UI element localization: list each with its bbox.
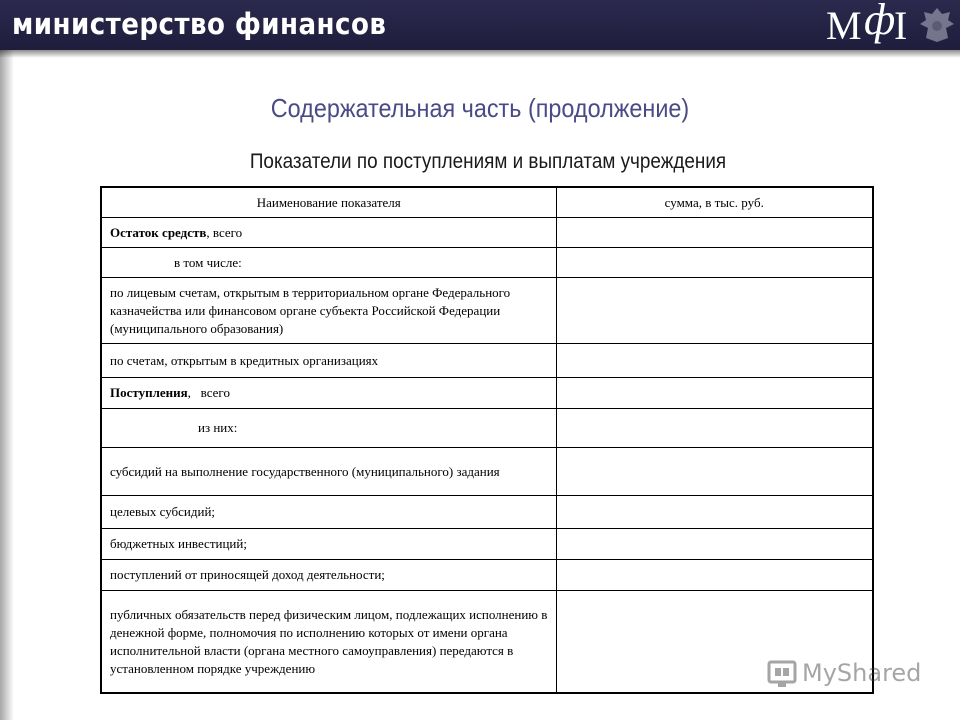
row-value — [556, 344, 873, 378]
row-label — [101, 378, 556, 409]
row-label: бюджетных инвестиций; — [101, 529, 556, 560]
table-row — [101, 448, 873, 496]
table-row — [101, 560, 873, 591]
table-row — [101, 496, 873, 529]
row-label: из них: — [101, 409, 556, 448]
ministry-title: министерство финансов — [12, 7, 387, 41]
row-label: в том числе: — [101, 248, 556, 278]
left-edge-shadow — [0, 50, 14, 720]
indicators-table — [100, 186, 874, 694]
eagle-emblem-icon — [918, 4, 956, 46]
slide-subtitle: Показатели по поступлениям и выплатам учреждения — [249, 150, 727, 173]
header-bar — [0, 0, 960, 50]
row-value — [556, 496, 873, 529]
table-row — [101, 529, 873, 560]
row-value — [556, 560, 873, 591]
row-label: по счетам, открытым в кредитных организациях — [101, 344, 556, 378]
row-label-bold: Остаток средств — [110, 224, 207, 240]
myshared-watermark — [766, 656, 926, 690]
row-label: целевых субсидий; — [101, 496, 556, 529]
row-label-rest: , всего — [206, 224, 243, 240]
table-row — [101, 378, 873, 409]
table-row — [101, 591, 873, 694]
row-label — [101, 218, 556, 248]
table-row — [101, 278, 873, 344]
row-value — [556, 218, 873, 248]
ministry-logo — [826, 0, 916, 50]
row-value — [556, 378, 873, 409]
row-label: поступлений от приносящей доход деятельности; — [101, 560, 556, 591]
table-row — [101, 344, 873, 378]
row-value — [556, 409, 873, 448]
logo-letter-f: ф — [864, 0, 896, 44]
table-header-row — [101, 187, 873, 218]
row-value — [556, 278, 873, 344]
logo-letter-i: I — [894, 3, 908, 48]
row-value — [556, 448, 873, 496]
watermark-text: MyShared — [802, 659, 922, 687]
table-row — [101, 409, 873, 448]
watermark-logo-icon — [766, 658, 798, 690]
row-label-rest: , всего — [187, 385, 230, 400]
logo-letter-m: М — [826, 3, 862, 48]
header-shadow — [0, 50, 960, 58]
row-label-bold: Поступления — [110, 385, 188, 400]
table-row — [101, 248, 873, 278]
row-label: субсидий на выполнение государственного (муниципального) задания — [101, 448, 556, 496]
row-value — [556, 529, 873, 560]
row-label: публичных обязательств перед физическим лицом, подлежащих исполнению в денежной форме, полномочия по исполнению которых от имени органа исполнительной власти (органа местного самоуправления) передаются в установленном порядке учреждению — [101, 591, 556, 694]
row-value — [556, 248, 873, 278]
row-label: по лицевым счетам, открытым в территориальном органе Федерального казначейства или финансовом органе субъекта Российской Федерации (муниципального образования) — [101, 278, 556, 344]
slide-title: Содержательная часть (продолжение) — [270, 93, 690, 123]
column-header-amount: сумма, в тыс. руб. — [556, 187, 873, 218]
table-row — [101, 218, 873, 248]
column-header-indicator: Наименование показателя — [101, 187, 556, 218]
